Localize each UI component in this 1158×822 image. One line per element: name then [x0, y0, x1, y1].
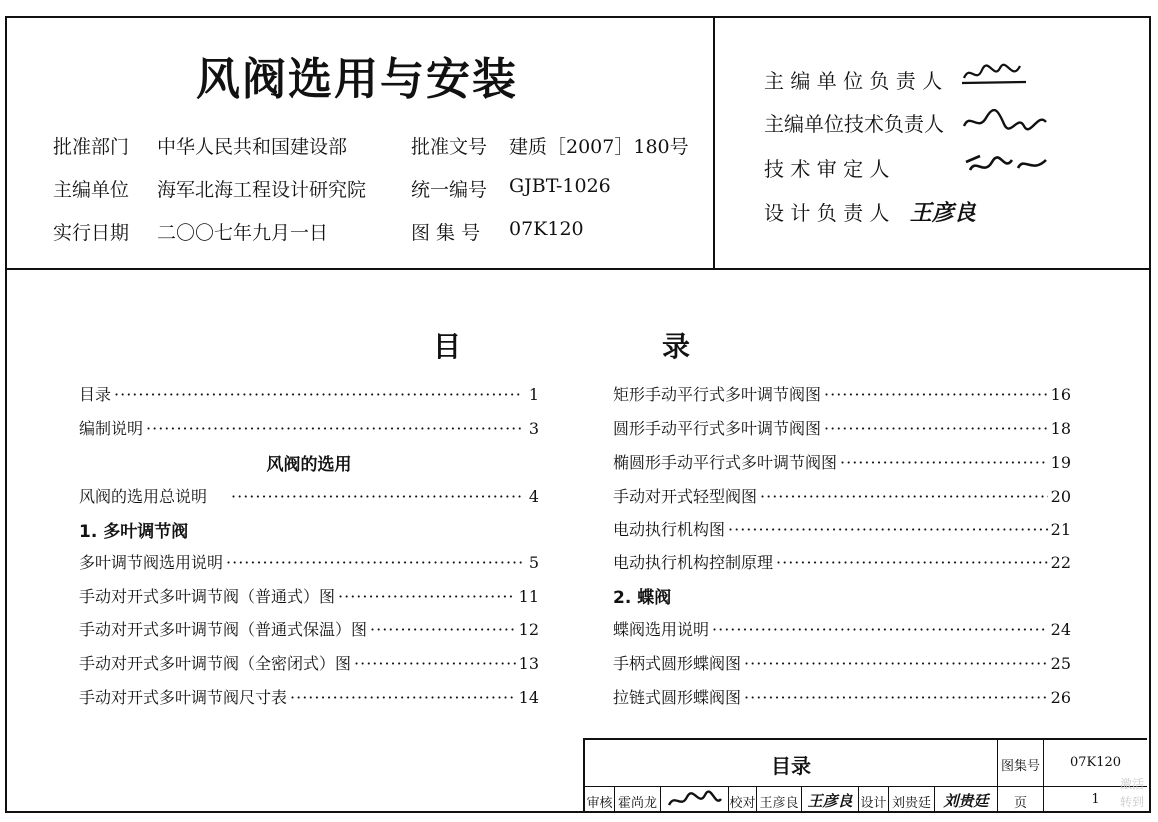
check-label: 校对	[729, 796, 756, 811]
effective-date-value: 二〇〇七年九月一日	[157, 222, 329, 244]
approval-doc-label: 批准文号	[411, 136, 488, 158]
approval-dept-value: 中华人民共和国建设部	[157, 136, 348, 158]
toc-section-heading: 1. 多叶调节阀	[79, 522, 189, 542]
toc-leader	[290, 688, 516, 707]
review-label: 审核	[586, 796, 613, 811]
toc-section-heading: 2. 蝶阀	[613, 588, 672, 608]
toc-item[interactable]	[79, 416, 539, 439]
toc-item-page: 20	[1050, 487, 1071, 506]
signature-scribble	[960, 58, 1030, 88]
page-number: 1	[1091, 792, 1100, 807]
toc-item-text: 拉链式圆形蝶阀图	[613, 688, 742, 707]
toc-leader	[712, 620, 1048, 639]
toc-item-text: 手柄式圆形蝶阀图	[613, 654, 742, 673]
toc-item-page: 1	[528, 385, 539, 404]
toc-item-text: 手动对开式轻型阀图	[613, 487, 758, 506]
header-vertical-divider	[713, 18, 715, 269]
toc-heading-left: 目	[433, 330, 462, 363]
toc-item-page: 14	[518, 688, 539, 707]
signatory-tech-reviewer	[764, 153, 889, 182]
drawing-frame	[5, 16, 1151, 813]
title-block-divider	[660, 786, 661, 813]
toc-leader	[824, 419, 1048, 438]
toc-item-text: 椭圆形手动平行式多叶调节阀图	[613, 453, 838, 472]
approval-doc-value: 建质［2007］180号	[509, 136, 689, 158]
approval-dept-label: 批准部门	[53, 136, 130, 158]
toc-item-page: 24	[1050, 620, 1071, 639]
title-block	[583, 738, 1147, 811]
toc-leader	[776, 553, 1048, 572]
toc-item[interactable]	[79, 550, 539, 573]
toc-item-text: 电动执行机构控制原理	[613, 553, 774, 572]
toc-leader	[744, 654, 1048, 673]
title-block-title: 目录	[771, 754, 811, 778]
atlas-number-value: 07K120	[509, 218, 584, 240]
watermark-line: 激活	[1120, 777, 1145, 791]
reviewer-signature-scribble	[665, 789, 725, 811]
toc-item[interactable]	[613, 450, 1071, 473]
toc-item-page: 5	[528, 553, 539, 572]
toc-heading-right: 录	[662, 330, 691, 363]
toc-leader	[354, 654, 516, 673]
signatory-role: 主 编 单 位 负 责 人	[764, 69, 943, 93]
page-label: 页	[1013, 796, 1027, 811]
toc-item[interactable]	[79, 584, 539, 607]
header-divider	[7, 268, 1149, 270]
toc-item-text: 手动对开式多叶调节阀尺寸表	[79, 688, 288, 707]
atlas-number-label: 图 集 号	[411, 222, 481, 244]
toc-item[interactable]	[79, 685, 539, 708]
toc-item-text: 手动对开式多叶调节阀（全密闭式）图	[79, 654, 352, 673]
design-name: 刘贵廷	[891, 796, 931, 811]
editor-unit-label: 主编单位	[53, 179, 130, 201]
signature-scribble	[960, 148, 1050, 178]
toc-item[interactable]	[613, 685, 1071, 708]
toc-item-page: 21	[1050, 520, 1071, 539]
toc-item-text: 电动执行机构图	[613, 520, 726, 539]
toc-item-text: 手动对开式多叶调节阀（普通式保温）图	[79, 620, 368, 639]
toc-item[interactable]	[613, 550, 1071, 573]
watermark-line: 转到	[1120, 795, 1145, 809]
signatory-role: 设 计 负 责 人	[764, 201, 890, 225]
toc-item[interactable]	[613, 651, 1071, 674]
toc-leader	[760, 487, 1048, 506]
check-name: 王彦良	[759, 796, 799, 811]
unified-number-label: 统一编号	[411, 179, 488, 201]
checker-signature: 王彦良	[807, 792, 853, 810]
toc-item-text: 手动对开式多叶调节阀（普通式）图	[79, 587, 336, 606]
review-name: 霍尚龙	[617, 796, 657, 811]
toc-item-page: 22	[1050, 553, 1071, 572]
toc-item[interactable]	[79, 484, 539, 507]
toc-item[interactable]	[613, 382, 1071, 405]
activation-watermark	[1120, 775, 1144, 811]
toc-item-text: 多叶调节阀选用说明	[79, 553, 224, 572]
toc-item-page: 13	[518, 654, 539, 673]
designer-signature: 刘贵廷	[943, 792, 989, 810]
signatory-tech-head	[764, 108, 944, 137]
editor-unit-value: 海军北海工程设计研究院	[157, 179, 367, 201]
design-label: 设计	[860, 796, 887, 811]
toc-item-page: 19	[1050, 453, 1071, 472]
toc-leader	[226, 553, 522, 572]
toc-leader	[146, 419, 522, 438]
toc-item-text: 圆形手动平行式多叶调节阀图	[613, 419, 822, 438]
unified-number-value: GJBT-1026	[509, 175, 611, 197]
toc-item[interactable]	[613, 617, 1071, 640]
signatory-role: 主编单位技术负责人	[764, 112, 944, 136]
toc-item-page: 12	[518, 620, 539, 639]
signatory-signature: 王彦良	[909, 200, 976, 226]
signatory-design-head	[764, 196, 976, 227]
toc-leader	[840, 453, 1048, 472]
toc-item-text: 蝶阀选用说明	[613, 620, 710, 639]
toc-item-page: 4	[528, 487, 539, 506]
title-block-row	[585, 786, 1147, 787]
toc-item[interactable]	[79, 617, 539, 640]
toc-item-page: 11	[518, 587, 539, 606]
toc-leader	[728, 520, 1048, 539]
atlas-title: 风阀选用与安装	[196, 54, 518, 105]
signatory-chief-unit	[764, 65, 942, 94]
toc-item-text: 编制说明	[79, 419, 144, 438]
toc-leader	[114, 385, 522, 404]
signature-scribble	[960, 104, 1050, 134]
toc-item-text: 风阀的选用总说明	[79, 487, 208, 506]
toc-item[interactable]	[613, 484, 1071, 507]
toc-item[interactable]	[613, 416, 1071, 439]
toc-leader	[370, 620, 516, 639]
signatory-role: 技 术 审 定 人	[764, 157, 890, 181]
toc-item-page: 18	[1050, 419, 1071, 438]
toc-item-text: 目录	[79, 385, 112, 404]
atlas-number-value: 07K120	[1069, 755, 1122, 770]
atlas-number-label: 图集号	[1000, 759, 1040, 774]
toc-item[interactable]	[79, 382, 539, 405]
toc-leader	[231, 487, 522, 506]
toc-section-heading: 风阀的选用	[266, 455, 352, 475]
toc-item-page: 25	[1050, 654, 1071, 673]
toc-item-page: 3	[528, 419, 539, 438]
toc-item-page: 26	[1050, 688, 1071, 707]
toc-item-text: 矩形手动平行式多叶调节阀图	[613, 385, 822, 404]
toc-leader	[338, 587, 516, 606]
toc-item[interactable]	[613, 517, 1071, 540]
toc-item-page: 16	[1050, 385, 1071, 404]
toc-leader	[744, 688, 1048, 707]
toc-leader	[824, 385, 1048, 404]
toc-item[interactable]	[79, 651, 539, 674]
effective-date-label: 实行日期	[53, 222, 130, 244]
